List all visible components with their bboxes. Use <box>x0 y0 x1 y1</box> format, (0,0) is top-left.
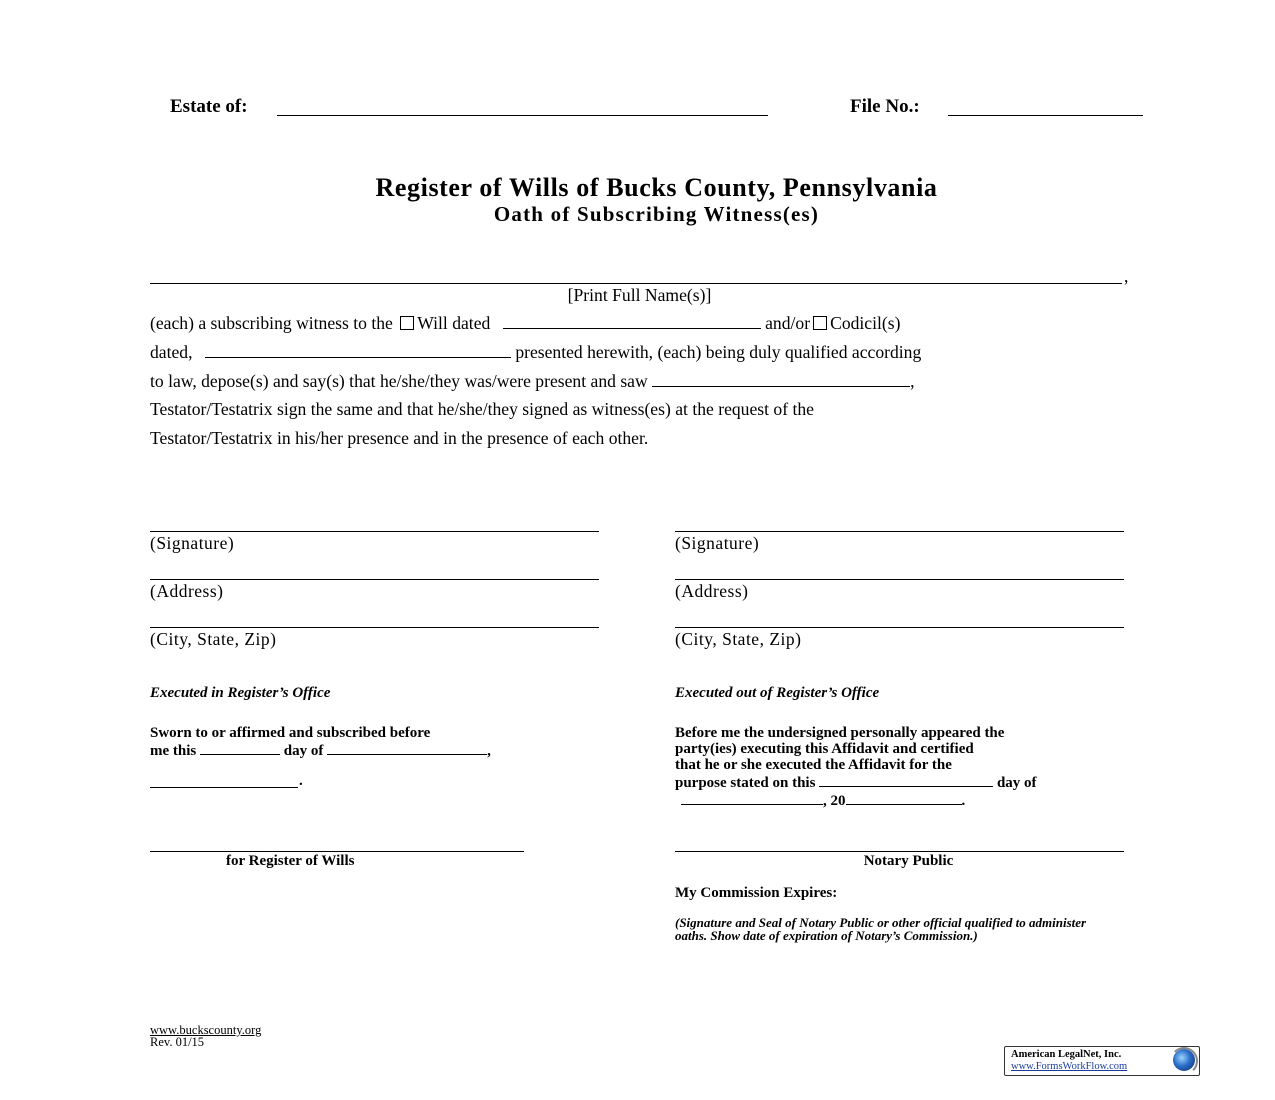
comma: , <box>910 371 915 391</box>
executed-out-heading: Executed out of Register’s Office <box>675 685 880 701</box>
revision-label: Rev. 01/15 <box>150 1035 205 1049</box>
body-line-2-text: presented herewith, (each) being duly qualified according <box>515 342 922 362</box>
estate-field[interactable] <box>277 115 768 116</box>
month-field[interactable] <box>327 741 487 755</box>
witness-names-field[interactable] <box>150 283 1122 284</box>
codicil-checkbox[interactable] <box>813 316 827 330</box>
left-address-label: (Address) <box>150 581 224 601</box>
executed-out-line-2: party(ies) executing this Affidavit and certified <box>675 741 974 757</box>
right-signature-label: (Signature) <box>675 533 760 553</box>
executed-in-heading: Executed in Register’s Office <box>150 685 331 701</box>
notary-public-label: Notary Public <box>863 853 954 869</box>
left-city-field[interactable] <box>150 627 599 628</box>
left-address-field[interactable] <box>150 579 599 580</box>
body-line-1 <box>150 313 900 334</box>
register-signature-field[interactable] <box>150 851 524 852</box>
and-or-label: and/or <box>765 313 811 333</box>
body-line-1-text: (each) a subscribing witness to the <box>150 313 393 333</box>
body-line-5: Testator/Testatrix in his/her presence and in the presence of each other. <box>150 428 649 448</box>
logo-url-link[interactable]: www.FormsWorkFlow.com <box>1011 1061 1128 1072</box>
executed-out-line-5: , 20 . <box>675 791 1037 809</box>
file-number-field[interactable] <box>948 115 1143 116</box>
notary-month-field[interactable] <box>681 791 823 805</box>
testator-name-field[interactable] <box>652 371 910 387</box>
executed-out-line-1: Before me the undersigned personally appeared the <box>675 725 1005 741</box>
notary-year-field[interactable] <box>846 791 962 805</box>
register-signer-label: for Register of Wills <box>226 853 355 869</box>
ring-icon <box>1170 1047 1198 1075</box>
will-checkbox[interactable] <box>400 316 414 330</box>
right-address-label: (Address) <box>675 581 749 601</box>
comma: , <box>1124 266 1129 286</box>
will-date-field[interactable] <box>503 313 761 329</box>
executed-in-line-2: me this day of , <box>150 743 491 759</box>
body-line-3 <box>150 371 915 392</box>
commission-expires-label: My Commission Expires: <box>675 885 838 901</box>
executed-out-text <box>675 725 1037 809</box>
legalnet-logo[interactable] <box>1004 1046 1200 1076</box>
executed-out-line-4: purpose stated on this day of <box>675 775 1037 791</box>
right-city-label: (City, State, Zip) <box>675 629 802 649</box>
left-signature-label: (Signature) <box>150 533 235 553</box>
dated-label: dated, <box>150 342 193 362</box>
right-signature-field[interactable] <box>675 531 1124 532</box>
notary-day-field[interactable] <box>819 773 993 787</box>
right-city-field[interactable] <box>675 627 1124 628</box>
executed-in-line-1: Sworn to or affirmed and subscribed before <box>150 725 431 741</box>
left-city-label: (City, State, Zip) <box>150 629 277 649</box>
executed-in-text <box>150 725 491 759</box>
day-field[interactable] <box>200 741 280 755</box>
codicil-date-field[interactable] <box>205 342 511 358</box>
print-name-caption: [Print Full Name(s)] <box>567 285 712 305</box>
page-title: Register of Wills of Bucks County, Pennsylvania <box>375 173 938 202</box>
estate-label: Estate of: <box>170 96 248 117</box>
file-number-label: File No.: <box>850 96 920 117</box>
right-address-field[interactable] <box>675 579 1124 580</box>
notary-signature-field[interactable] <box>675 851 1124 852</box>
will-dated-label: Will dated <box>417 313 491 333</box>
body-line-4: Testator/Testatrix sign the same and that he/she/they signed as witness(es) at the request of the <box>150 399 814 419</box>
page-subtitle: Oath of Subscribing Witness(es) <box>493 202 820 226</box>
left-signature-field[interactable] <box>150 531 599 532</box>
executed-out-line-3: that he or she executed the Affidavit for the <box>675 757 952 773</box>
body-line-3-text: to law, depose(s) and say(s) that he/she/they was/were present and saw <box>150 371 648 391</box>
period: . <box>299 773 303 789</box>
body-line-2 <box>150 342 921 363</box>
codicil-label: Codicil(s) <box>830 313 901 333</box>
year-field[interactable] <box>150 787 298 788</box>
county-url-link[interactable]: www.buckscounty.org <box>150 1023 262 1037</box>
notary-note: (Signature and Seal of Notary Public or other official qualified to administer oaths. Show date of expiration of Notary’s Commission.) <box>675 915 1087 943</box>
footer <box>150 1024 261 1048</box>
logo-company: American LegalNet, Inc. <box>1011 1049 1122 1060</box>
